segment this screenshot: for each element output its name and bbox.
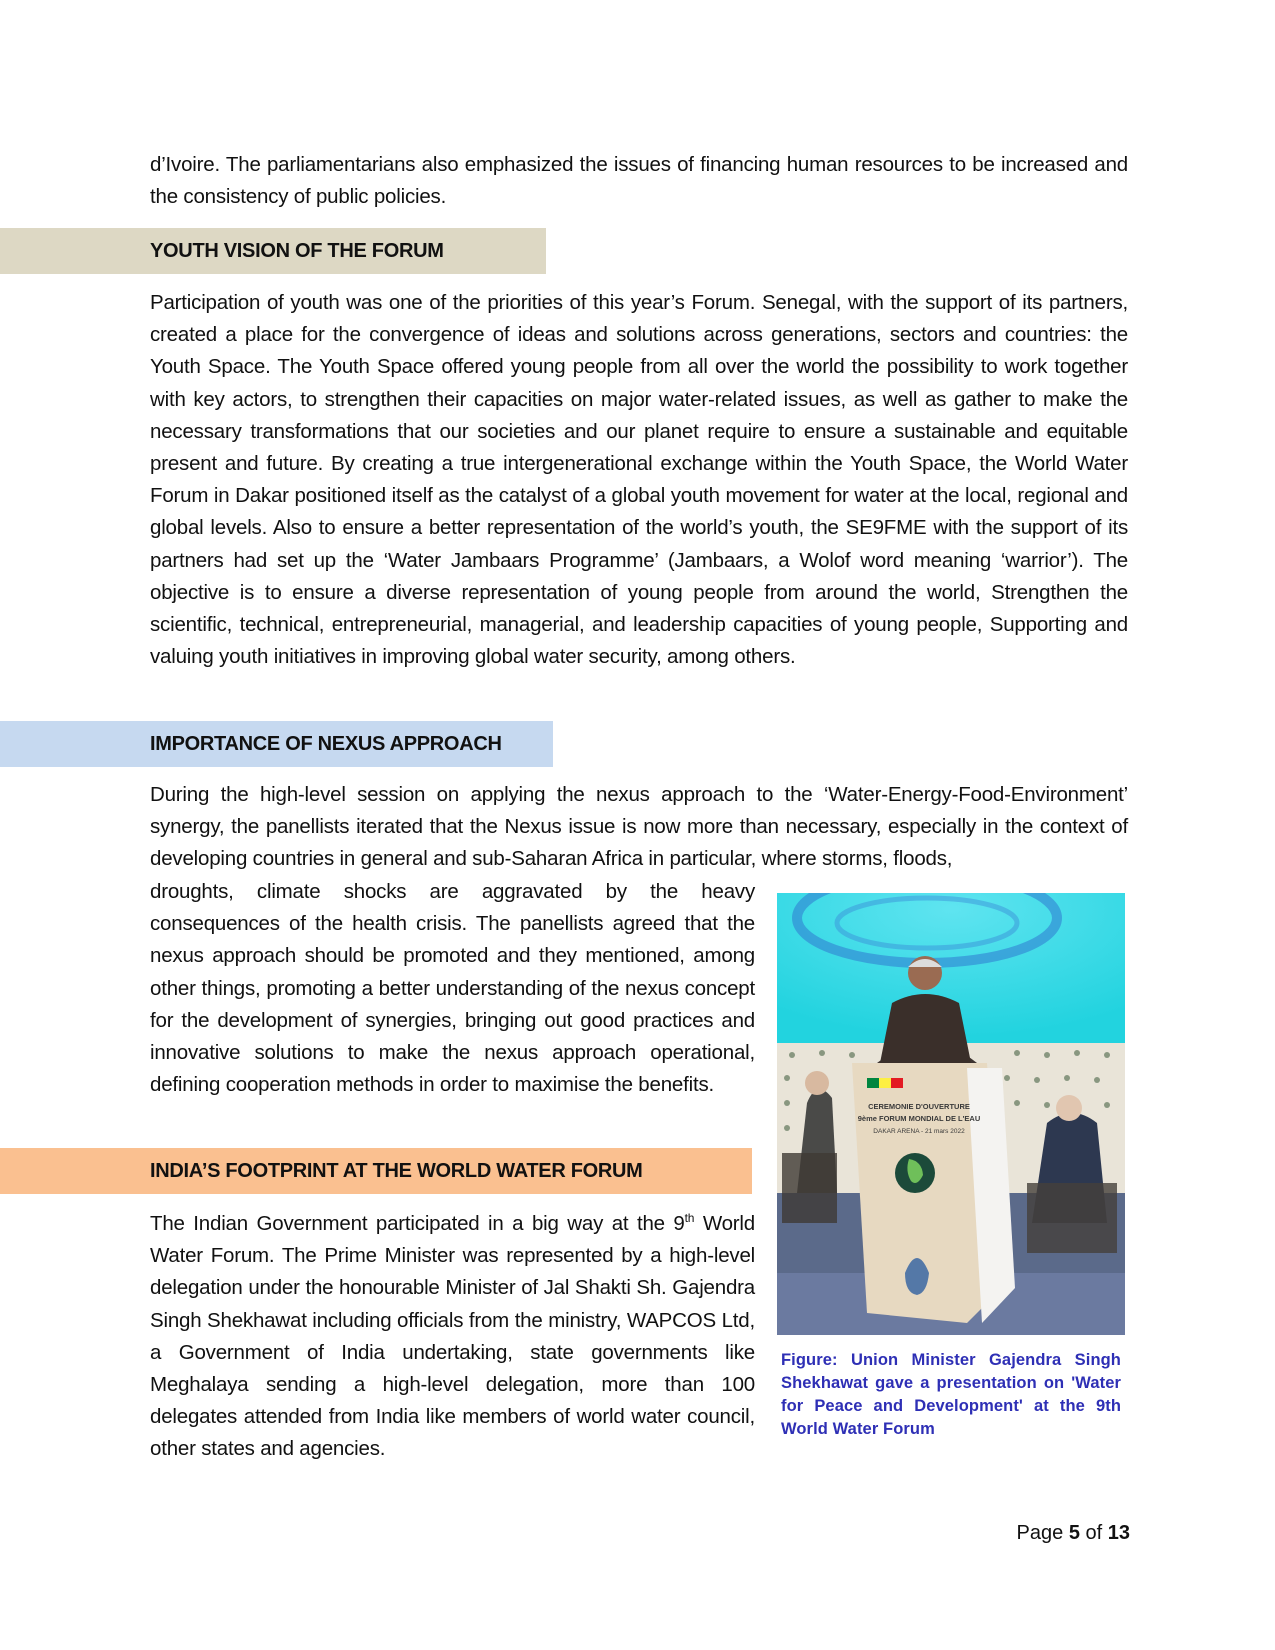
- section-heading-india-footprint: [0, 1148, 752, 1194]
- india-footprint-paragraph: [150, 1208, 755, 1466]
- paragraph-text: World Water Forum. The Prime Minister was represented by a high-level delegation under the honourable Minister of Jal Shakti Sh. Gajendra Singh Shekhawat including officials from the ministry, WAPCOS Ltd, a Government of India undertaking, state governments like Meghalaya sending a high-level delegation, more than 100 delegates attended from India like members of world water council, other states and agencies.: [150, 1212, 755, 1461]
- section-heading-label: IMPORTANCE OF NEXUS APPROACH: [150, 733, 502, 755]
- figure-caption: Figure: Union Minister Gajendra Singh Shekhawat gave a presentation on 'Water for Peace and Development' at the 9th World Water Forum: [781, 1351, 1121, 1438]
- paragraph-text: The Indian Government participated in a big way at the 9: [150, 1212, 685, 1235]
- svg-text:CEREMONIE D'OUVERTURE: CEREMONIE D'OUVERTURE: [868, 1102, 970, 1111]
- section-heading-label: YOUTH VISION OF THE FORUM: [150, 240, 444, 262]
- photo-illustration: [777, 893, 1125, 1335]
- total-pages: 13: [1107, 1522, 1130, 1544]
- page-label: Page: [1016, 1522, 1064, 1544]
- svg-text:DAKAR ARENA - 21 mars 2022: DAKAR ARENA - 21 mars 2022: [873, 1128, 965, 1135]
- current-page: 5: [1068, 1522, 1080, 1544]
- page-number: [1010, 1522, 1130, 1545]
- section-heading-nexus-approach: [0, 721, 553, 767]
- intro-paragraph: d’Ivoire. The parliamentarians also emphasized the issues of financing human resources to be increased and the consistency of public policies.: [150, 153, 1128, 209]
- ordinal-superscript: th: [684, 1211, 695, 1226]
- section-heading-youth-vision: [0, 228, 546, 274]
- nexus-paragraph-narrow: droughts, climate shocks are aggravated by the heavy consequences of the health crisis. The panellists agreed that the nexus approach should be promoted and they mentioned, among other things, promoting a better understanding of the nexus concept for the development of synergies, bringing out good practices and innovative solutions to make the nexus approach operational, defining cooperation methods in order to maximise the benefits.: [150, 880, 755, 1097]
- youth-vision-paragraph: Participation of youth was one of the priorities of this year’s Forum. Senegal, with the support of its partners, created a place for the convergence of ideas and solutions across generations, sectors and countries: the Youth Space. The Youth Space offered young people from all over the world the possibility to work together with key actors, to strengthen their capacities on major water-related issues, as well as gather to make the necessary transformations that our societies and our planet require to ensure a sustainable and equitable present and future. By creating a true intergenerational exchange within the Youth Space, the World Water Forum in Dakar positioned itself as the catalyst of a global youth movement for water at the local, regional and global levels. Also to ensure a better representation of the world’s youth, the SE9FME with the support of its partners had set up the ‘Water Jambaars Programme’ (Jambaars, a Wolof word meaning ‘warrior’). The objective is to ensure a diverse representation of young people from around the world, Strengthen the scientific, technical, entrepreneurial, managerial, and leadership capacities of young people, Supporting and valuing youth initiatives in improving global water security, among others.: [150, 291, 1128, 669]
- of-label: of: [1085, 1522, 1103, 1544]
- nexus-paragraph-wide: During the high-level session on applying the nexus approach to the ‘Water-Energy-Food-Environment’ synergy, the panellists iterated that the Nexus issue is now more than necessary, especially in the context of developing countries in general and sub-Saharan Africa in particular, where storms, floods,: [150, 783, 1128, 871]
- svg-text:9ème FORUM MONDIAL DE L'EAU: 9ème FORUM MONDIAL DE L'EAU: [857, 1114, 981, 1123]
- section-heading-label: INDIA’S FOOTPRINT AT THE WORLD WATER FORUM: [150, 1160, 643, 1182]
- forum-photo: [777, 893, 1125, 1335]
